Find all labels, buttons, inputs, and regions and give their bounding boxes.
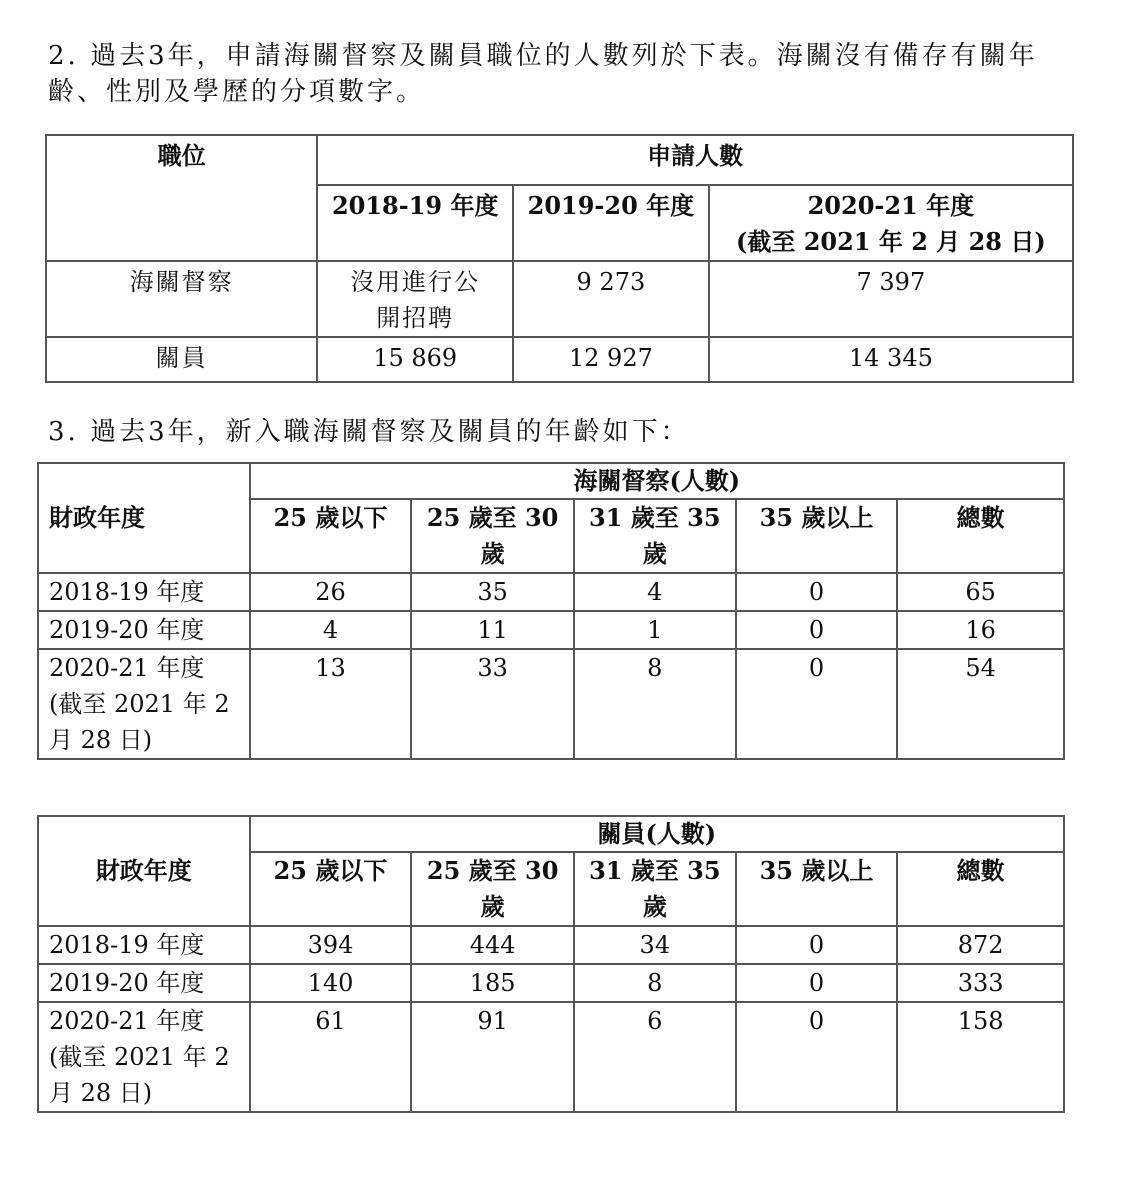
column-header: 25 歲至 30 歲	[411, 852, 574, 926]
table-cell: 8	[574, 649, 736, 759]
table-cell: 34	[574, 926, 736, 964]
table-cell: 0	[736, 1002, 898, 1112]
table-cell: 185	[411, 964, 574, 1002]
row-year: 2018-19 年度	[38, 926, 250, 964]
table-cell: 394	[250, 926, 412, 964]
table-cell: 0	[736, 964, 898, 1002]
row-position: 關員	[46, 337, 317, 382]
row-position: 海關督察	[46, 261, 317, 337]
group-title: 關員(人數)	[250, 816, 1064, 852]
row-year: 2018-19 年度	[38, 573, 250, 611]
row-year: 2019-20 年度	[38, 611, 250, 649]
table-cell: 0	[736, 649, 898, 759]
table-cell: 33	[411, 649, 574, 759]
header-year: 2019-20 年度	[513, 185, 709, 261]
column-header: 31 歲至 35 歲	[574, 499, 736, 573]
column-header: 25 歲至 30 歲	[411, 499, 574, 573]
table-cell: 0	[736, 573, 898, 611]
table-cell: 4	[250, 611, 412, 649]
header-year-note: (截至 2021 年 2 月 28 日)	[735, 227, 1046, 256]
table-cell: 4	[574, 573, 736, 611]
header-applicants: 申請人數	[317, 135, 1073, 185]
table-cell: 61	[250, 1002, 412, 1112]
table-cell: 444	[411, 926, 574, 964]
officer-age-table	[37, 815, 1065, 1113]
row-year: 2020-21 年度 (截至 2021 年 2 月 28 日)	[38, 649, 250, 759]
header-year-label: 2020-21 年度	[807, 191, 975, 220]
column-header: 25 歲以下	[250, 499, 412, 573]
table-cell: 872	[897, 926, 1064, 964]
row-year: 2019-20 年度	[38, 964, 250, 1002]
table-cell: 12 927	[513, 337, 709, 382]
table-cell: 35	[411, 573, 574, 611]
header-year	[709, 185, 1073, 261]
table-cell: 16	[897, 611, 1064, 649]
table-cell: 沒用進行公開招聘	[317, 261, 513, 337]
column-header: 31 歲至 35 歲	[574, 852, 736, 926]
table-cell: 6	[574, 1002, 736, 1112]
table-cell: 8	[574, 964, 736, 1002]
table-cell: 14 345	[709, 337, 1073, 382]
table-cell: 65	[897, 573, 1064, 611]
header-fiscal-year: 財政年度	[38, 816, 250, 926]
column-header: 35 歲以上	[736, 499, 898, 573]
table-cell: 26	[250, 573, 412, 611]
header-year: 2018-19 年度	[317, 185, 513, 261]
paragraph-q2: 2. 過去3年，申請海關督察及關員職位的人數列於下表。海關沒有備存有關年齡、性別及學歷的分項數字。	[48, 41, 1038, 107]
table-cell: 91	[411, 1002, 574, 1112]
table-cell: 0	[736, 611, 898, 649]
table-cell: 140	[250, 964, 412, 1002]
row-year: 2020-21 年度 (截至 2021 年 2 月 28 日)	[38, 1002, 250, 1112]
table-cell: 0	[736, 926, 898, 964]
table-cell: 1	[574, 611, 736, 649]
header-position: 職位	[46, 135, 317, 261]
column-header: 總數	[897, 499, 1064, 573]
table-cell: 333	[897, 964, 1064, 1002]
inspector-age-table	[37, 462, 1065, 760]
table-cell: 9 273	[513, 261, 709, 337]
group-title: 海關督察(人數)	[250, 463, 1064, 499]
column-header: 總數	[897, 852, 1064, 926]
table-cell: 13	[250, 649, 412, 759]
column-header: 35 歲以上	[736, 852, 898, 926]
table-cell: 54	[897, 649, 1064, 759]
table-cell: 15 869	[317, 337, 513, 382]
column-header: 25 歲以下	[250, 852, 412, 926]
table-cell: 11	[411, 611, 574, 649]
header-fiscal-year: 財政年度	[38, 463, 250, 573]
paragraph-q3: 3. 過去3年，新入職海關督察及關員的年齡如下：	[48, 417, 690, 447]
table-cell: 7 397	[709, 261, 1073, 337]
applicants-table	[45, 134, 1074, 383]
table-cell: 158	[897, 1002, 1064, 1112]
